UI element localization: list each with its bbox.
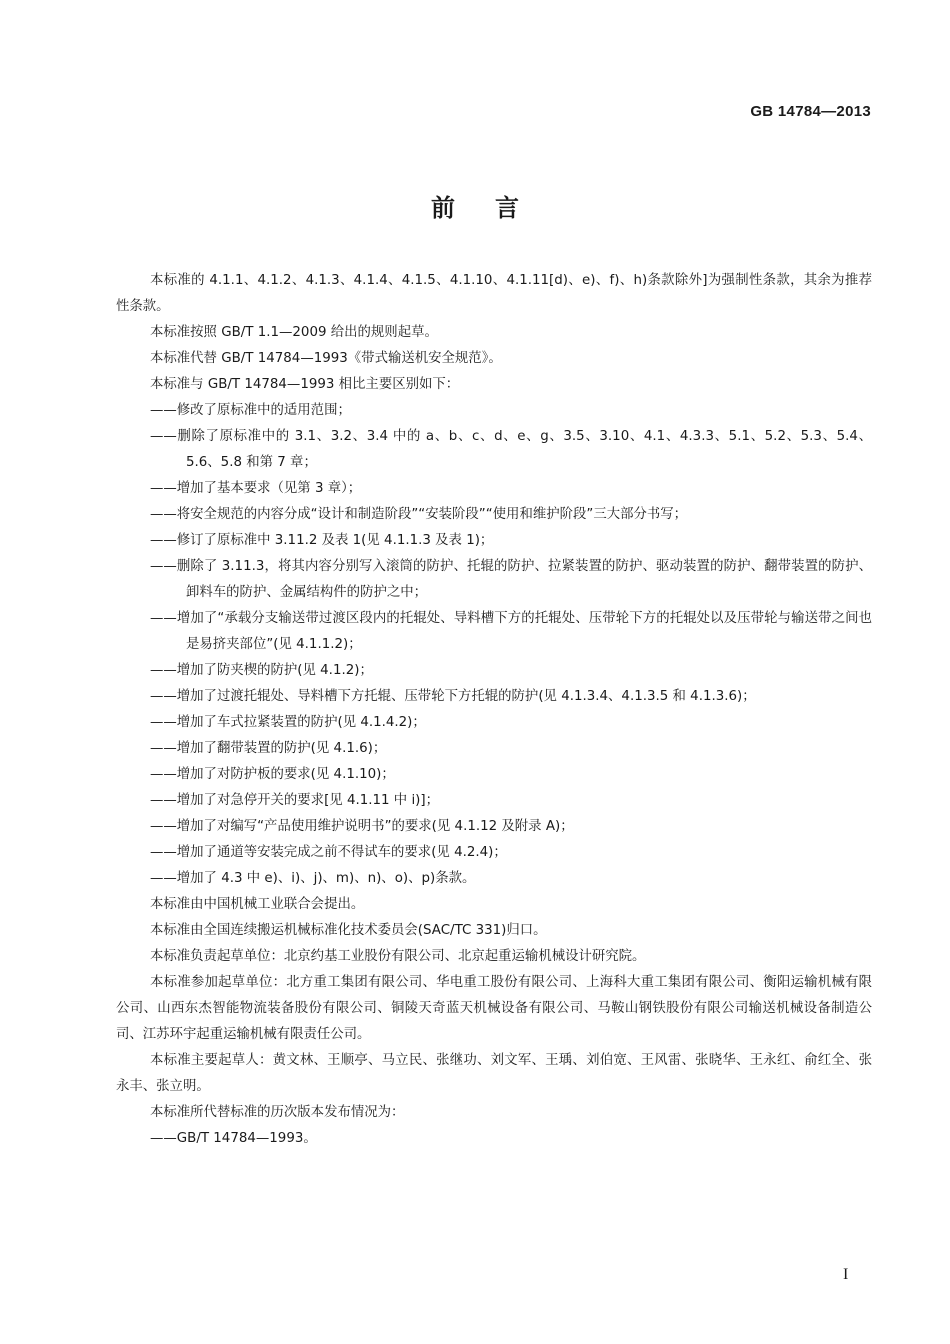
list-item: ——增加了 4.3 中 e)、i)、j)、m)、n)、o)、p)条款。 (150, 871, 476, 886)
list-item: ——增加了防夹楔的防护(见 4.1.2)； (150, 663, 373, 678)
page-number: I (843, 1266, 849, 1283)
paragraph: 本标准主要起草人：黄文林、王顺亭、马立民、张继功、刘文军、王瑀、刘伯宽、王风雷、张晓华、王永红、俞红全、张永丰、张立明。 (116, 1053, 872, 1094)
list-item: ——删除了 3.11.3，将其内容分别写入滚筒的防护、托辊的防护、拉紧装置的防护、驱动装置的防护、翻带装置的防护、卸料车的防护、金属结构件的防护之中； (150, 559, 872, 600)
paragraph: 本标准负责起草单位：北京约基工业股份有限公司、北京起重运输机械设计研究院。 (150, 949, 646, 964)
paragraph: 本标准的 4.1.1、4.1.2、4.1.3、4.1.4、4.1.5、4.1.10、4.1.11[d)、e)、f)、h)条款除外]为强制性条款，其余为推荐性条款。 (116, 273, 872, 314)
paragraph: 本标准与 GB/T 14784—1993 相比主要区别如下： (150, 377, 460, 392)
list-item: ——修改了原标准中的适用范围； (150, 403, 351, 418)
list-item: ——修订了原标准中 3.11.2 及表 1(见 4.1.1.3 及表 1)； (150, 533, 494, 548)
foreword-body (116, 268, 872, 1152)
list-item: ——增加了翻带装置的防护(见 4.1.6)； (150, 741, 387, 756)
paragraph: 本标准按照 GB/T 1.1—2009 给出的规则起草。 (150, 325, 438, 340)
list-item: ——将安全规范的内容分成“设计和制造阶段”“安装阶段”“使用和维护阶段”三大部分书写； (150, 507, 688, 522)
list-item: ——GB/T 14784—1993。 (150, 1131, 317, 1146)
paragraph: 本标准代替 GB/T 14784—1993《带式输送机安全规范》。 (150, 351, 502, 366)
paragraph: 本标准所代替标准的历次版本发布情况为： (150, 1105, 405, 1120)
paragraph: 本标准参加起草单位：北方重工集团有限公司、华电重工股份有限公司、上海科大重工集团有限公司、衡阳运输机械有限公司、山西东杰智能物流装备股份有限公司、铜陵天奇蓝天机械设备有限公司、马鞍山钢铁股份有限公司输送机械设备制造公司、江苏环宇起重运输机械有限责任公司。 (116, 975, 872, 1042)
list-item: ——增加了对防护板的要求(见 4.1.10)； (150, 767, 395, 782)
list-item: ——增加了通道等安装完成之前不得试车的要求(见 4.2.4)； (150, 845, 507, 860)
page-title: 前言 (431, 194, 559, 222)
paragraph: 本标准由中国机械工业联合会提出。 (150, 897, 365, 912)
list-item: ——增加了对编写“产品使用维护说明书”的要求(见 4.1.12 及附录 A)； (150, 819, 574, 834)
list-item: ——增加了车式拉紧装置的防护(见 4.1.4.2)； (150, 715, 426, 730)
standard-number: GB 14784—2013 (750, 103, 871, 120)
list-item: ——增加了对急停开关的要求[见 4.1.11 中 i)]； (150, 793, 440, 808)
paragraph: 本标准由全国连续搬运机械标准化技术委员会(SAC/TC 331)归口。 (150, 923, 547, 938)
list-item: ——增加了“承载分支输送带过渡区段内的托辊处、导料槽下方的托辊处、压带轮下方的托辊处以及压带轮与输送带之间也是易挤夹部位”(见 4.1.1.2)； (150, 611, 872, 652)
list-item: ——增加了过渡托辊处、导料槽下方托辊、压带轮下方托辊的防护(见 4.1.3.4、4.1.3.5 和 4.1.3.6)； (150, 689, 756, 704)
list-item: ——删除了原标准中的 3.1、3.2、3.4 中的 a、b、c、d、e、g、3.5、3.10、4.1、4.3.3、5.1、5.2、5.3、5.4、5.6、5.8 和第 7 章； (150, 429, 872, 470)
list-item: ——增加了基本要求（见第 3 章）； (150, 481, 362, 496)
